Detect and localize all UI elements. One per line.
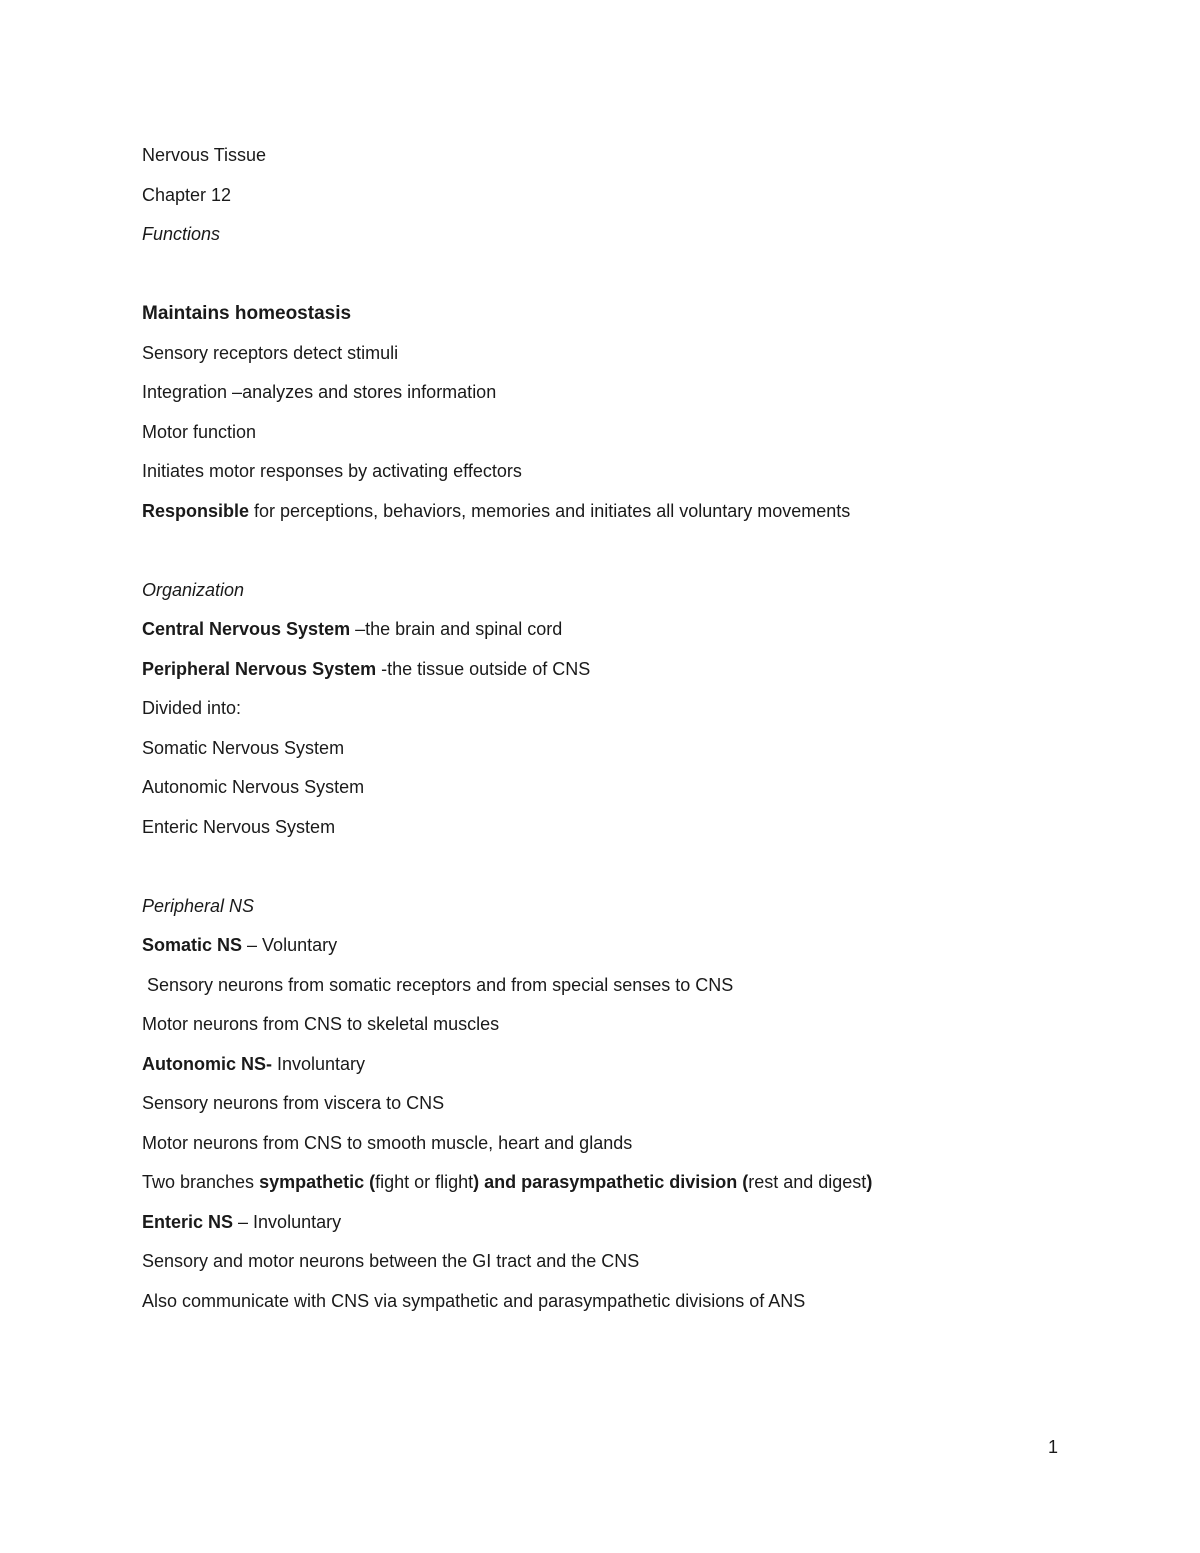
somatic-detail-line: Motor neurons from CNS to skeletal muscles [142,1014,500,1034]
blank-line [142,853,1102,893]
division-item: Enteric Nervous System [142,816,336,837]
functions-line: Motor function [142,421,257,442]
autonomic-text: Involuntary [272,1053,366,1074]
blank-line [142,537,1102,577]
autonomic-detail-line: Motor neurons from CNS to smooth muscle, heart and glands [142,1132,633,1153]
section-heading-functions: Functions [142,224,221,244]
somatic-line [142,932,1102,972]
enteric-detail-line: Sensory and motor neurons between the GI tract and the CNS [142,1251,640,1271]
responsible-text: for perceptions, behaviors, memories and initiates all voluntary movements [249,500,851,521]
divided-into-label: Divided into: [142,698,242,718]
enteric-text: – Involuntary [233,1211,342,1232]
blank-line [142,261,1102,301]
enteric-detail-line: Also communicate with CNS via sympathetic and parasympathetic divisions of ANS [142,1290,806,1311]
section-heading-peripheral: Peripheral NS [142,895,255,916]
cns-line [142,616,1102,656]
enteric-line [142,1209,1102,1249]
sympathetic-term: sympathetic ( [259,1172,376,1192]
pns-line [142,656,1102,696]
document-body [142,142,1102,1327]
functions-line: Sensory receptors detect stimuli [142,342,399,363]
cns-term: Central Nervous System [142,619,351,639]
chapter-label: Chapter 12 [142,184,232,205]
parasympathetic-desc: rest and digest [748,1172,867,1192]
autonomic-line [142,1051,1102,1091]
sympathetic-desc: fight or flight [375,1172,474,1192]
division-item: Autonomic Nervous System [142,777,365,797]
closing-paren: ) [866,1172,873,1192]
branches-text: Two branches [142,1172,260,1192]
pns-term: Peripheral Nervous System [142,658,377,679]
branches-line [142,1169,1102,1209]
somatic-term: Somatic NS [142,935,243,955]
autonomic-term: Autonomic NS- [142,1053,272,1074]
division-item: Somatic Nervous System [142,737,345,758]
somatic-detail-line: Sensory neurons from somatic receptors and from special senses to CNS [147,974,734,995]
functions-heading: Maintains homeostasis [142,303,352,324]
document-title: Nervous Tissue [142,145,267,165]
functions-line: Integration –analyzes and stores information [142,382,497,402]
functions-line: Initiates motor responses by activating effectors [142,461,522,481]
page-number: 1 [1048,1437,1059,1457]
pns-text: -the tissue outside of CNS [376,658,591,679]
autonomic-detail-line: Sensory neurons from viscera to CNS [142,1093,445,1113]
somatic-text: – Voluntary [242,935,338,955]
section-heading-organization: Organization [142,579,245,600]
responsible-line [142,498,1102,538]
responsible-term: Responsible [142,500,250,521]
parasympathetic-term: ) and parasympathetic division ( [473,1172,749,1192]
enteric-term: Enteric NS [142,1211,234,1232]
cns-text: –the brain and spinal cord [350,619,563,639]
